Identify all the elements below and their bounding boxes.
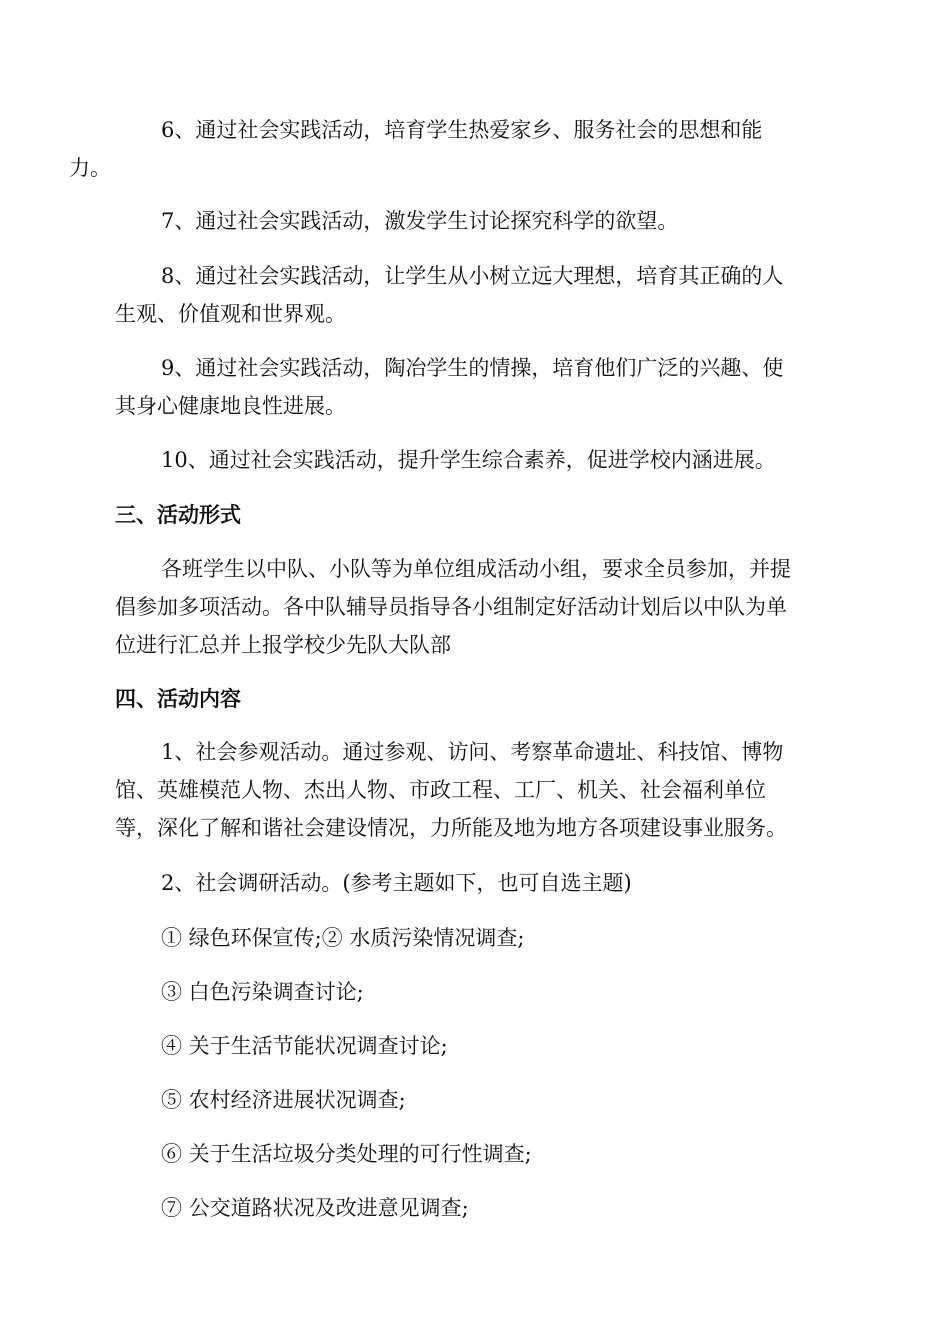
survey-topic: ⑦ 公交道路状况及改进意见调查;	[161, 1196, 469, 1220]
text-line: 等，深化了解和谐社会建设情况，力所能及地为地方各项建设事业服务。	[115, 816, 787, 840]
text-line: 8、通过社会实践活动，让学生从小树立远大理想，培育其正确的人	[161, 264, 784, 288]
objective-paragraph	[69, 111, 835, 187]
text-line: 位进行汇总并上报学校少先队大队部	[115, 633, 451, 657]
text-line: 其身心健康地良性进展。	[115, 394, 346, 418]
text-line: 力。	[69, 156, 111, 180]
objective-paragraph	[115, 349, 835, 425]
objective-paragraph	[115, 202, 835, 240]
text-line: 10、通过社会实践活动，提升学生综合素养，促进学校内涵进展。	[161, 448, 776, 472]
objective-paragraph	[115, 441, 835, 479]
text-line: 1、社会参观活动。通过参观、访问、考察革命遗址、科技馆、博物	[161, 740, 784, 764]
survey-intro: 2、社会调研活动。(参考主题如下，也可自选主题)	[161, 871, 632, 895]
activity-form-paragraph	[115, 550, 835, 664]
text-line: 7、通过社会实践活动，激发学生讨论探究科学的欲望。	[161, 209, 679, 233]
survey-topic: ③ 白色污染调查讨论;	[161, 980, 364, 1004]
text-line: 6、通过社会实践活动，培育学生热爱家乡、服务社会的思想和能	[161, 118, 763, 142]
section-heading: 三、活动形式	[115, 503, 241, 527]
text-line: 倡参加多项活动。各中队辅导员指导各小组制定好活动计划后以中队为单	[115, 595, 787, 619]
activity-content-paragraph	[115, 733, 835, 847]
section-heading: 四、活动内容	[115, 687, 241, 711]
survey-topic: ① 绿色环保宣传;② 水质污染情况调查;	[161, 926, 525, 950]
survey-topic: ④ 关于生活节能状况调查讨论;	[161, 1034, 448, 1058]
text-line: 馆、英雄模范人物、杰出人物、市政工程、工厂、机关、社会福利单位	[115, 778, 766, 802]
text-line: 生观、价值观和世界观。	[115, 302, 346, 326]
objective-paragraph	[115, 257, 835, 333]
survey-topic: ⑤ 农村经济进展状况调查;	[161, 1088, 406, 1112]
text-line: 各班学生以中队、小队等为单位组成活动小组，要求全员参加，并提	[161, 557, 791, 581]
text-line: 9、通过社会实践活动，陶冶学生的情操，培育他们广泛的兴趣、使	[161, 356, 784, 380]
survey-topic: ⑥ 关于生活垃圾分类处理的可行性调查;	[161, 1142, 532, 1166]
